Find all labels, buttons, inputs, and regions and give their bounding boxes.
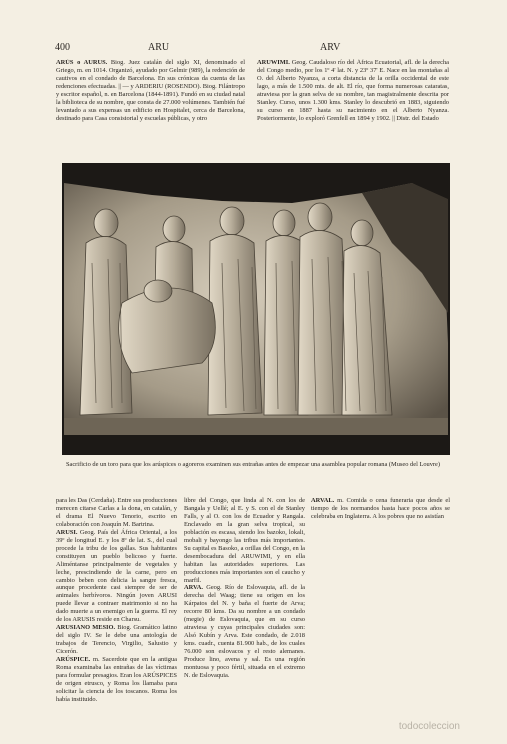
- page-number: 400: [55, 42, 70, 53]
- continuation-text: para les Das (Cerdaña). Entre sus producciones merecen citarse Carlas a la dona, en catalán, y el drama El Nuevo Tenorio, escrito en colaboración con Joaquín M. Bartrina.: [56, 497, 177, 528]
- entry-text: Biog. Gramático latino del siglo IV. Se le debe una antología de trabajos de Terencio, Virgilio, Salustio y Cicerón.: [56, 624, 177, 656]
- entry-arusiano-mesio: [56, 624, 177, 656]
- entry-aruspice: [56, 656, 177, 704]
- watermark-logo: todocoleccion: [398, 721, 460, 732]
- entry-headword: ARUSIANO MESIO.: [56, 624, 116, 632]
- top-right-column: [257, 59, 449, 167]
- entry-arus: [56, 59, 245, 123]
- entry-text: m. Sacerdote que en la antigua Roma examinaba las entrañas de las víctimas para formular presagios. Eran los ARÚSPICES de origen etrusco, y Roma los llamaba para solicitar la ciencia de los toscanos. Roma los había instituido.: [56, 656, 177, 703]
- entry-aruwimi: [257, 59, 449, 123]
- running-header: [0, 42, 507, 56]
- entry-headword: ARVA.: [184, 584, 204, 592]
- guide-word-left: ARU: [148, 42, 170, 53]
- bottom-column-2: [184, 497, 305, 729]
- entry-headword: ARÚS o AURUS.: [56, 59, 108, 66]
- entry-text: Geog. Caudaloso río del África Ecuatorial, afl. de la derecha del Congo medio, por los 1º 4' lat. N. y 23º 37' E. Nace en las montañas al O. del Alberto Nyanza, a corta distancia de la orilla occidental de este lago, a más de 1.500 mts. de alt. El río, que forma numerosas cataratas, atraviesa por la gran selva de su nombre, tan magistralmente descrita por Stanley. Curso, unos 1.300 kms. Stanley lo descubrió en 1883, siguiendo su curso en 1887 hasta su nacimiento en el Alberto Nyanza. Posteriormente, lo exploró Grenfell en 1894 y 1902. || Distr. del Estado: [257, 59, 449, 122]
- entry-headword: ARVAL.: [311, 497, 335, 504]
- bottom-column-1: [56, 497, 177, 729]
- entry-arval: [311, 497, 450, 521]
- entry-arva: [184, 584, 305, 679]
- figure-caption: Sacrificio de un toro para que los arúspices o agoreros examinen sus entrañas antes de empezar una asamblea popular romana (Museo del Louvre): [65, 461, 441, 468]
- entry-headword: ARUSI.: [56, 528, 78, 536]
- entry-arusi: [56, 529, 177, 624]
- top-left-column: [56, 59, 245, 167]
- entry-headword: ARÚSPICE.: [56, 656, 91, 664]
- continuation-text: libre del Congo, que linda al N. con los de Bangala y Uellé; al E. y S. con el de Stanley Falls, y al O. con los de Ecuador y Rangala. Enclavado en la gran selva tropical, su población es escasa, siendo los bazoko, lokali, mobali y bayongo las tribus más importantes. Su capital es Basoko, a orillas del Congo, en la desembocadura del ARUWIMI, y en ella habitan las autoridades superiores. Las producciones más importantes son el caucho y marfil.: [184, 497, 305, 584]
- relief-image: [62, 163, 450, 455]
- bottom-column-3: [311, 497, 450, 729]
- entry-text: Geog. País del África Oriental, a los 39º de longitud E. y los 8º de lat. S., del cual procede la tribu de los gallas. Sus habitantes constituyen un pueblo belicoso y fuerte. Aliméntanse principalmente de vegetales y leche, prescindiendo de la carne, pero en cambio beben con delicia la sangre fresca, aunque procedente casi siempre de ser de animales herbívoros. Ningún joven ARUSI puede llevar a contraer matrimonio si no ha dado muerte a un enemigo en la guerra. El rey de los ARUSIS reside en Charsu.: [56, 528, 177, 624]
- relief-photograph: [62, 163, 450, 455]
- entry-text: Biog. Juez catalán del siglo XI, denominado el Griego, m. en 1014. Organizó, ayudado por Gelmir (989), la redención de cautivos en el condado de Barcelona. En sus crónicas da cuenta de las redenciones efectuadas. || — y ARDERIU (ROSENDO). Biog. Filántropo y escritor español, n. en Barcelona (1844-1891). Fundó en su ciudad natal la biblioteca de su nombre, que consta de 27.000 volúmenes. También fué levantado a sus expensas un edificio en Hospitalet, cerca de Barcelona, destinado para Casa consistorial y escuelas públicas, y otro: [56, 59, 245, 122]
- entry-headword: ARUWIMI.: [257, 59, 290, 66]
- guide-word-right: ARV: [320, 42, 341, 53]
- entry-text: Geog. Río de Eslovaquia, afl. de la derecha del Waag; tiene su origen en los Kárpatos del N. y baña el fuerte de Arva; recorre 80 kms. Da su nombre a un condado (megie) de Eslovaquia, que en su curso atraviesa y cuyas principales ciudades son: Alsó Kubín y Arva. Este condado, de 2.018 kms. cuadr., cuenta 81.900 hab., de los cuales 76.000 son eslovacos y el resto alemanes. Produce lino, avena y sal. Es una región montuosa y poco fértil, situada en el extremo N. de Eslovaquia.: [184, 584, 305, 679]
- entry-text: m. Comida o cena funeraria que desde el tiempo de los normandos hasta hace pocos años se celebraba en Inglaterra. A los pobres que no asistían: [311, 497, 450, 520]
